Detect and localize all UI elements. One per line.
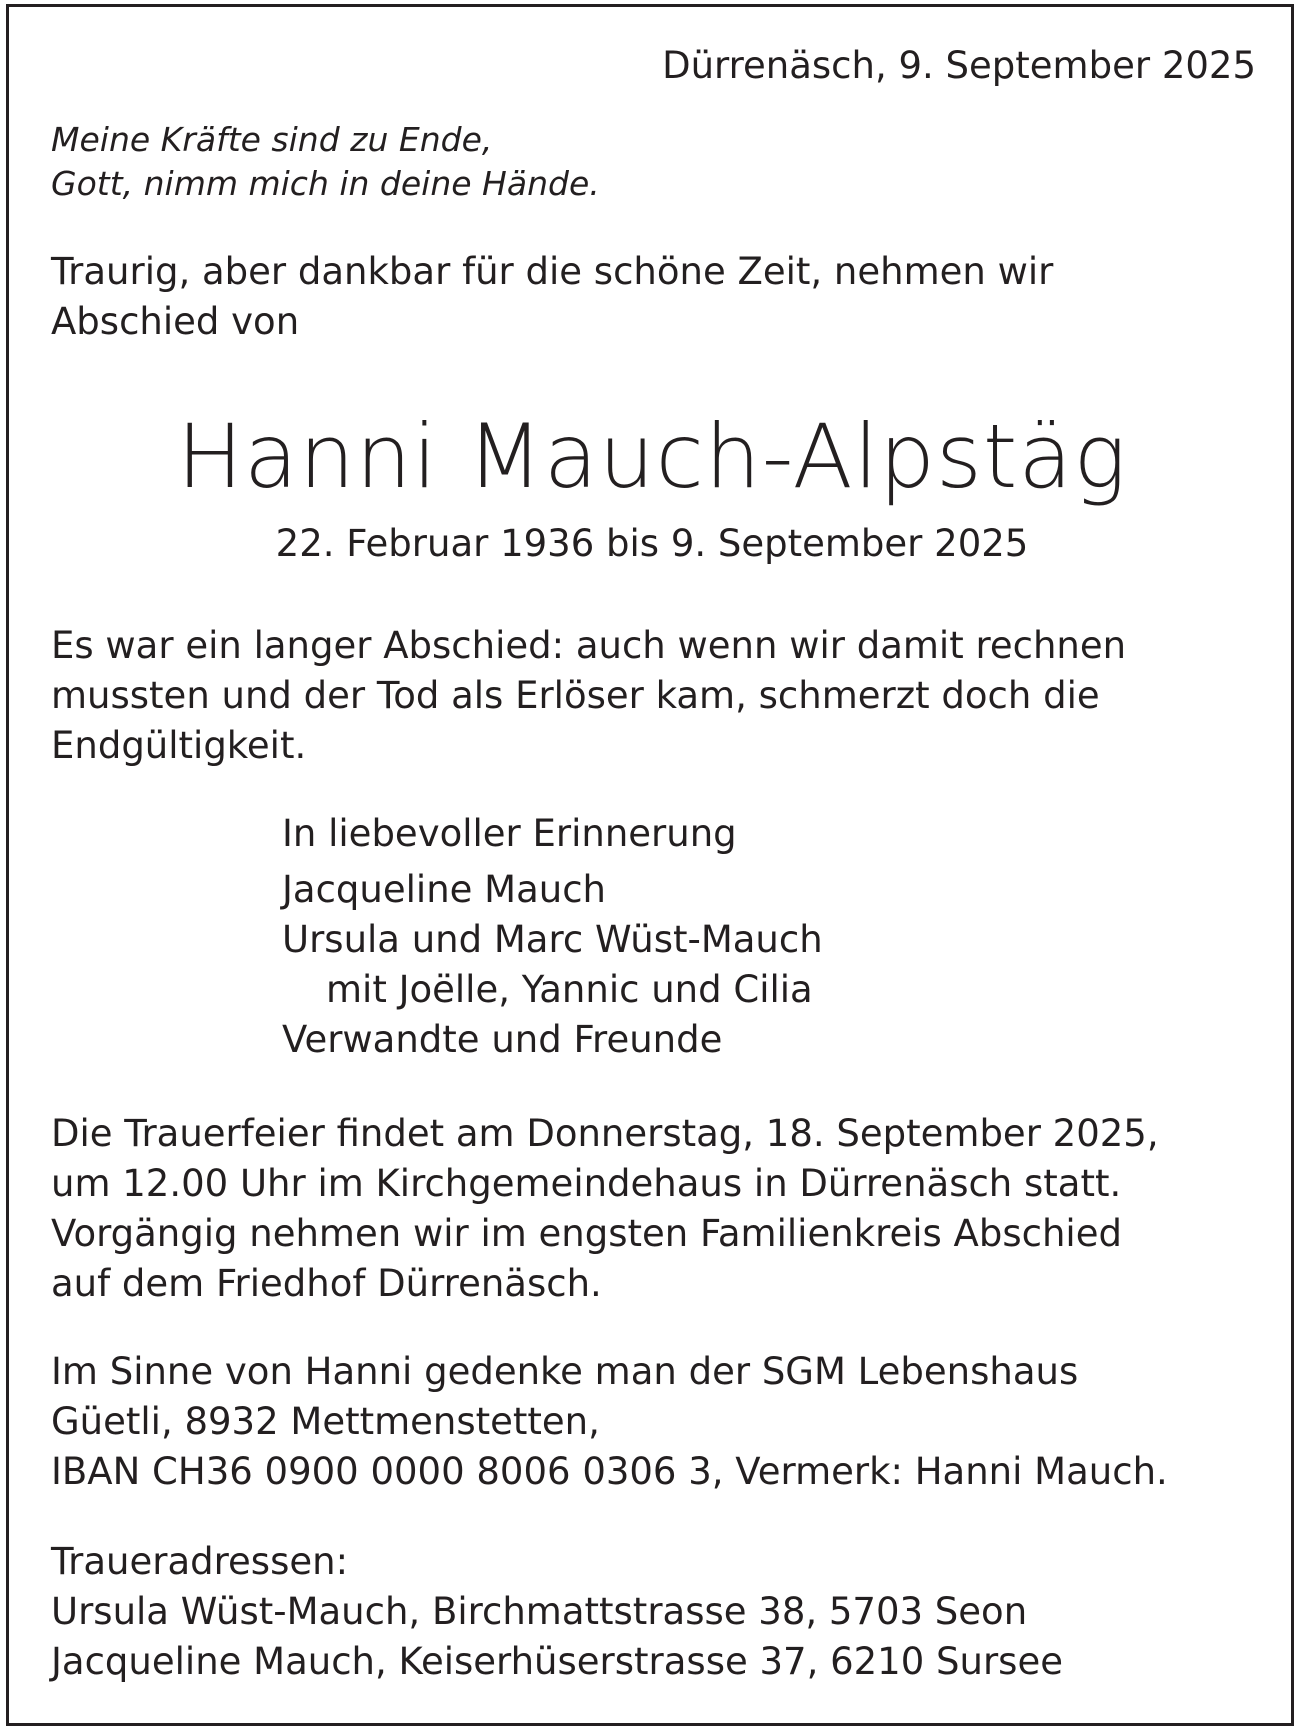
address-line: Jacqueline Mauch, Keiserhüserstrasse 37, 6210 Sursee [51, 1640, 1063, 1683]
service-line: um 12.00 Uhr im Kirchgemeindehaus in Dürrenäsch statt. [51, 1162, 1122, 1205]
donation-line: Im Sinne von Hanni gedenke man der SGM Lebenshaus [51, 1350, 1079, 1393]
donation-line: Güetli, 8932 Mettmenstetten, [51, 1400, 600, 1443]
service-line: Die Trauerfeier findet am Donnerstag, 18. September 2025, [51, 1112, 1159, 1155]
mourner-line: Jacqueline Mauch [282, 868, 607, 911]
mourner-line: Verwandte und Freunde [282, 1018, 723, 1061]
verse-line: Meine Kräfte sind zu Ende, [51, 120, 493, 159]
service-line: Vorgängig nehmen wir im engsten Familienkreis Abschied [51, 1212, 1122, 1255]
service-line: auf dem Friedhof Dürrenäsch. [51, 1262, 602, 1305]
message-line: Endgültigkeit. [51, 724, 307, 767]
life-dates: 22. Februar 1936 bis 9. September 2025 [275, 522, 1029, 565]
mourner-line: Ursula und Marc Wüst-Mauch [282, 918, 823, 961]
deceased-name: Hanni Mauch-Alpstäg [176, 405, 1128, 508]
message-line: mussten und der Tod als Erlöser kam, schmerzt doch die [51, 674, 1100, 717]
addresses-heading: Traueradressen: [51, 1540, 349, 1583]
mourner-line: mit Joëlle, Yannic und Cilia [326, 968, 813, 1011]
address-line: Ursula Wüst-Mauch, Birchmattstrasse 38, 5703 Seon [51, 1590, 1028, 1633]
verse-line: Gott, nimm mich in deine Hände. [51, 164, 600, 203]
message-line: Es war ein langer Abschied: auch wenn wir damit rechnen [51, 624, 1127, 667]
donation-line: IBAN CH36 0900 0000 8006 0306 3, Vermerk: Hanni Mauch. [51, 1450, 1168, 1493]
intro-line: Traurig, aber dankbar für die schöne Zeit, nehmen wir [51, 250, 1054, 293]
place-date: Dürrenäsch, 9. September 2025 [662, 44, 1256, 87]
intro-line: Abschied von [51, 300, 300, 343]
mourner-line: In liebevoller Erinnerung [282, 812, 737, 855]
